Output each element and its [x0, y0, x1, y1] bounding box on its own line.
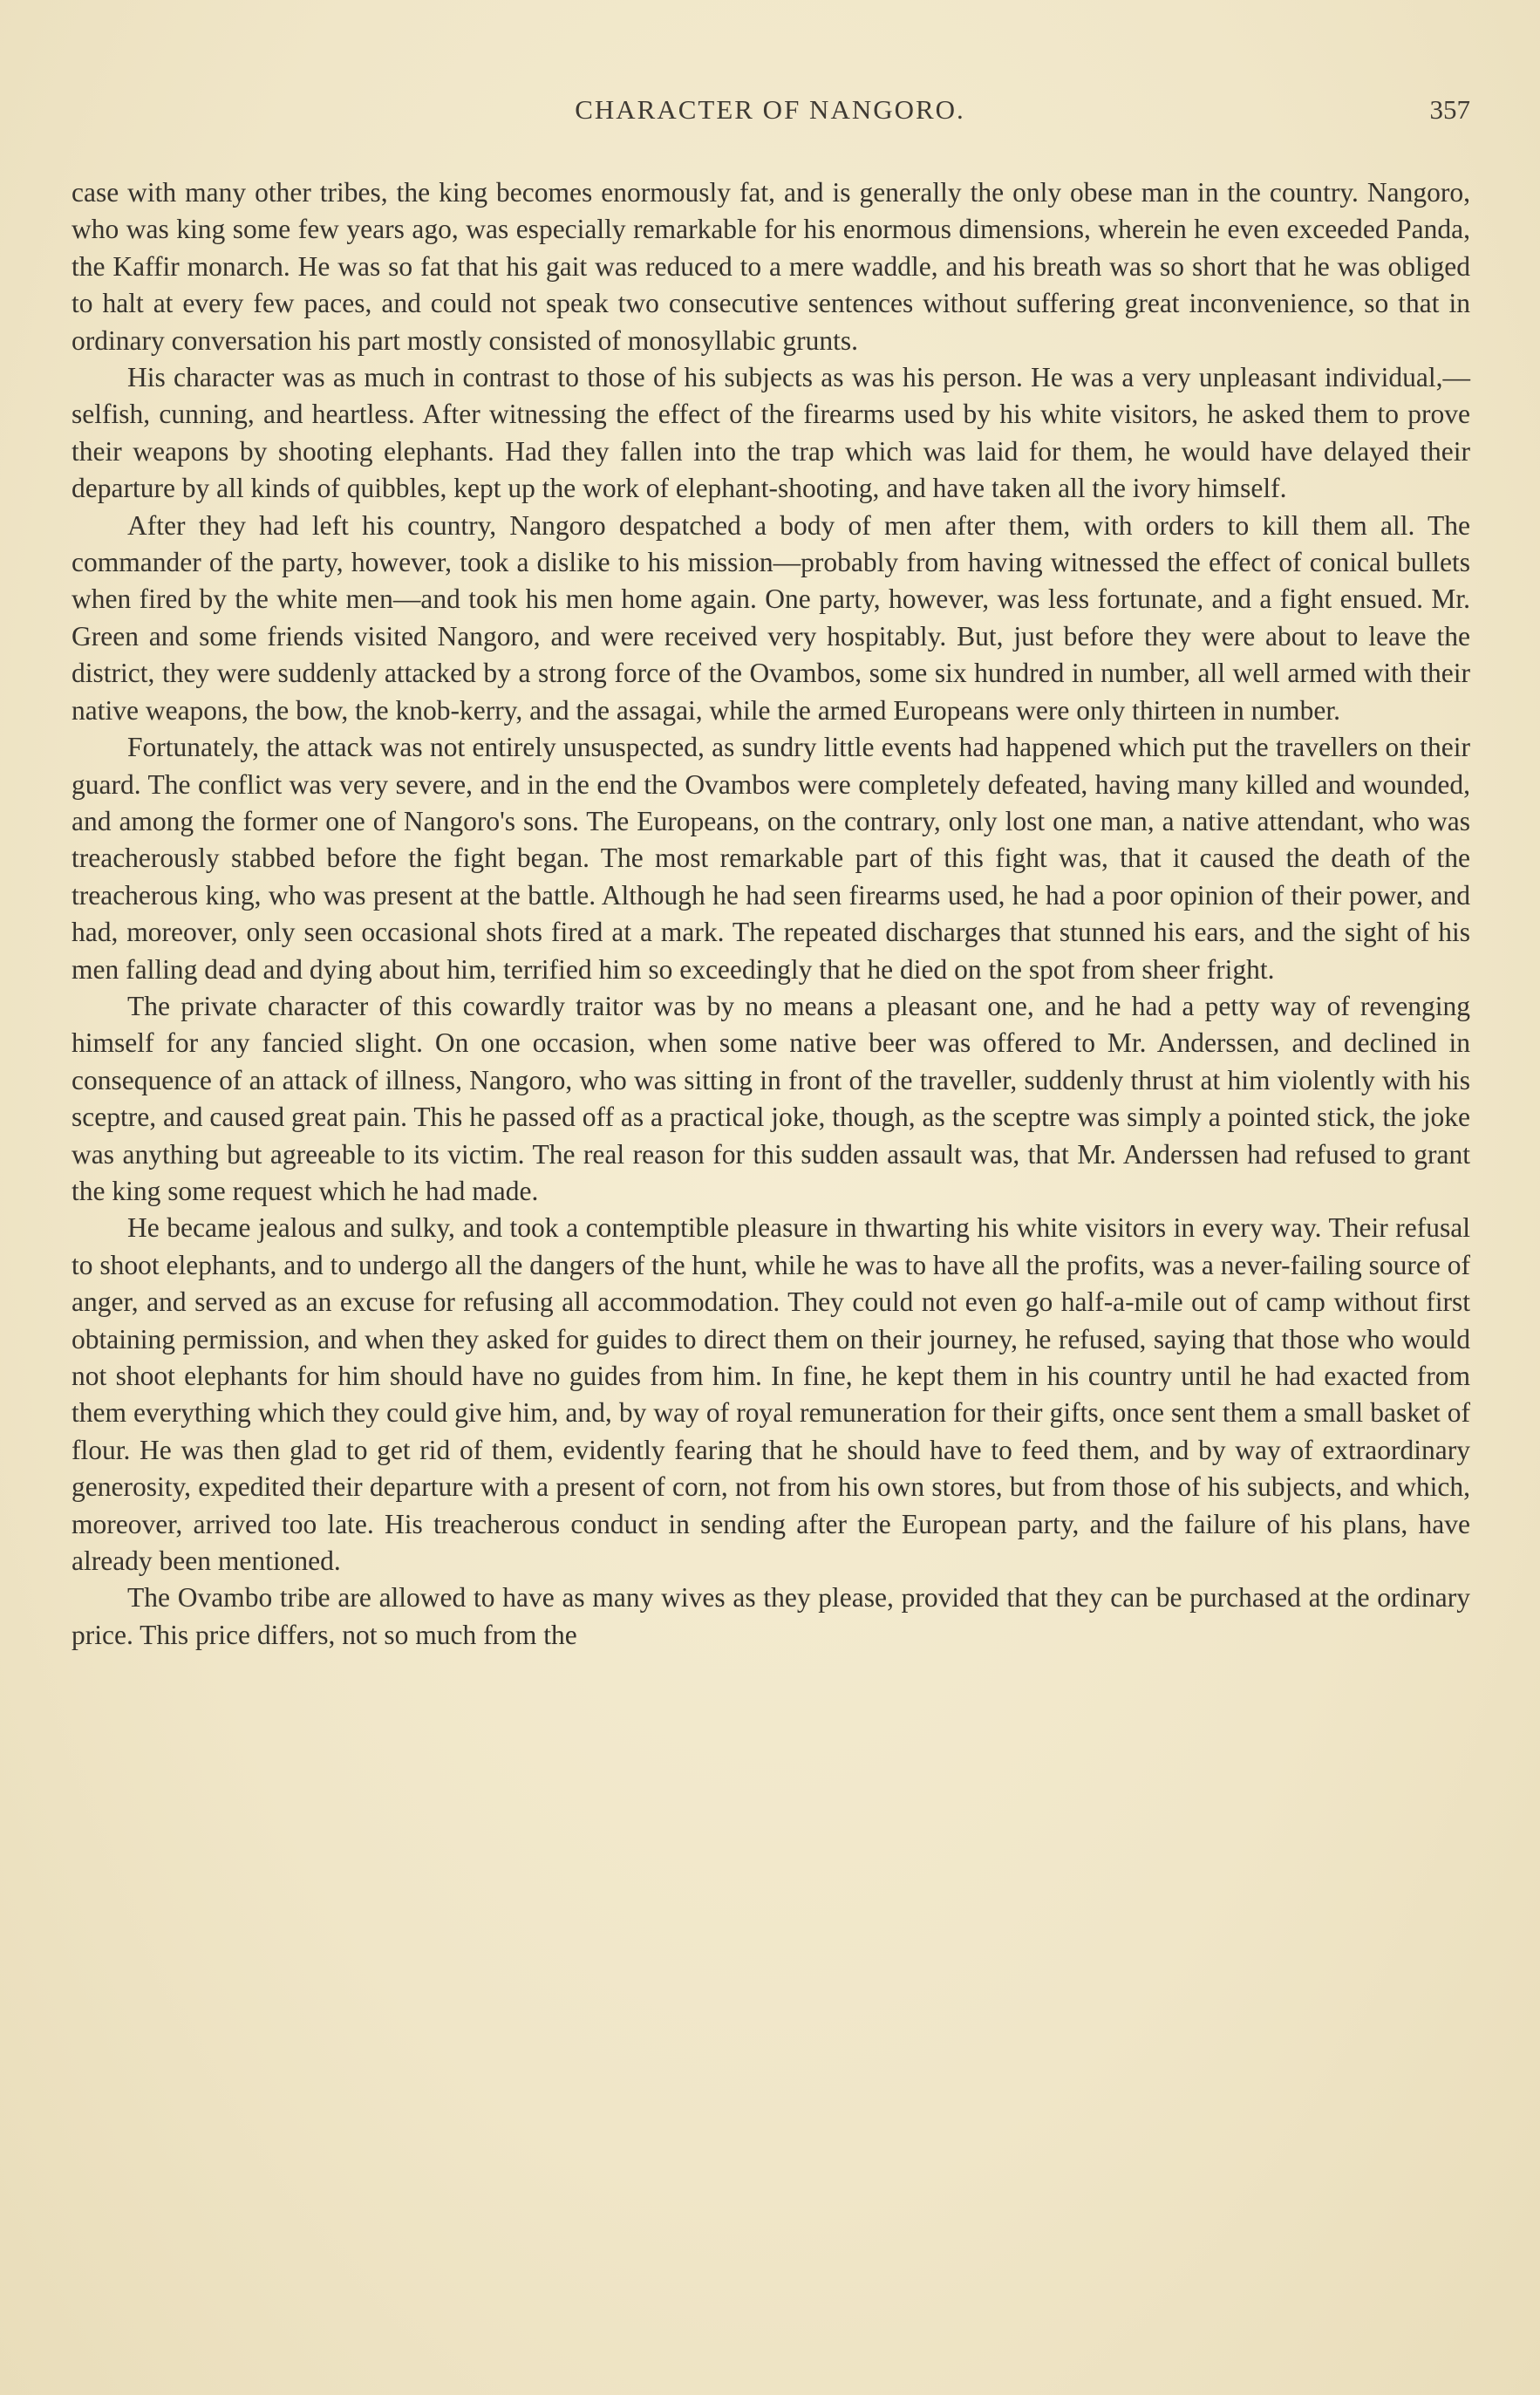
paragraph: Fortunately, the attack was not entirely unsuspected, as sundry little events had happened which put the travellers on their guard. The conflict was very severe, and in the end the Ovambos were completely defeated, having many killed and wounded, and among the former one of Nangoro's sons. The Europeans, on the contrary, only lost one man, a native attendant, who was treacherously stabbed before the fight began. The most remarkable part of this fight was, that it caused the death of the treacherous king, who was present at the battle. Although he had seen firearms used, he had a poor opinion of their power, and had, moreover, only seen occasional shots fired at a mark. The repeated discharges that stunned his ears, and the sight of his men falling dead and dying about him, terrified him so exceedingly that he died on the spot from sheer fright. — [72, 732, 1470, 985]
paragraph: The Ovambo tribe are allowed to have as many wives as they please, provided that they can be purchased at the ordinary price. This price differs, not so much from the — [72, 1582, 1470, 1650]
paragraph: After they had left his country, Nangoro despatched a body of men after them, with orders to kill them all. The commander of the party, however, took a dislike to his mission—probably from having witnessed the effect of conical bullets when fired by the white men—and took his men home again. One party, however, was less fortunate, and a fight ensued. Mr. Green and some friends visited Nangoro, and were received very hospitably. But, just before they were about to leave the district, they were suddenly attacked by a strong force of the Ovambos, some six hundred in number, all well armed with their native weapons, the bow, the knob-kerry, and the assagai, while the armed Europeans were only thirteen in number. — [72, 509, 1470, 726]
page-header — [70, 94, 1470, 133]
page-number: 357 — [1429, 94, 1470, 125]
paragraph: case with many other tribes, the king becomes enormously fat, and is generally the only obese man in the country. Nangoro, who was king some few years ago, was especially remarkable for his enormous dimensions, wherein he even exceeded Panda, the Kaffir monarch. He was so fat that his gait was reduced to a mere waddle, and his breath was so short that he was obliged to halt at every few paces, and could not speak two consecutive sentences without suffering great inconvenience, so that in ordinary conversation his part mostly consisted of monosyllabic grunts. — [72, 177, 1470, 356]
paragraph: He became jealous and sulky, and took a contemptible pleasure in thwarting his white visitors in every way. Their refusal to shoot elephants, and to undergo all the dangers of the hunt, while he was to have all the profits, was a never-failing source of anger, and served as an excuse for refusing all accommodation. They could not even go half-a-mile out of camp without first obtaining permission, and when they asked for guides to direct them on their journey, he refused, saying that those who would not shoot elephants for him should have no guides from him. In fine, he kept them in his country until he had exacted from them everything which they could give him, and, by way of royal remuneration for their gifts, once sent them a small basket of flour. He was then glad to get rid of them, evidently fearing that he should have to feed them, and by way of extraordinary generosity, expedited their departure with a present of corn, not from his own stores, but from those of his subjects, and which, moreover, arrived too late. His treacherous conduct in sending after the European party, and the failure of his plans, have already been mentioned. — [72, 1212, 1470, 1577]
paragraph: The private character of this cowardly traitor was by no means a pleasant one, and he had a petty way of revenging himself for any fancied slight. On one occasion, when some native beer was offered to Mr. Anderssen, and declined in consequence of an attack of illness, Nangoro, who was sitting in front of the traveller, suddenly thrust at him violently with his sceptre, and caused great pain. This he passed off as a practical joke, though, as the sceptre was simply a pointed stick, the joke was anything but agreeable to its victim. The real reason for this sudden assault was, that Mr. Anderssen had refused to grant the king some request which he had made. — [72, 990, 1470, 1206]
paragraph: His character was as much in contrast to those of his subjects as was his person. He was a very unpleasant individual,—selfish, cunning, and heartless. After witnessing the effect of the firearms used by his white visitors, he asked them to prove their weapons by shooting elephants. Had they fallen into the trap which was laid for them, he would have delayed their departure by all kinds of quibbles, kept up the work of elephant-shooting, and have taken all the ivory himself. — [72, 362, 1470, 504]
body-text — [72, 174, 1470, 1654]
running-head: CHARACTER OF NANGORO. — [575, 94, 965, 125]
